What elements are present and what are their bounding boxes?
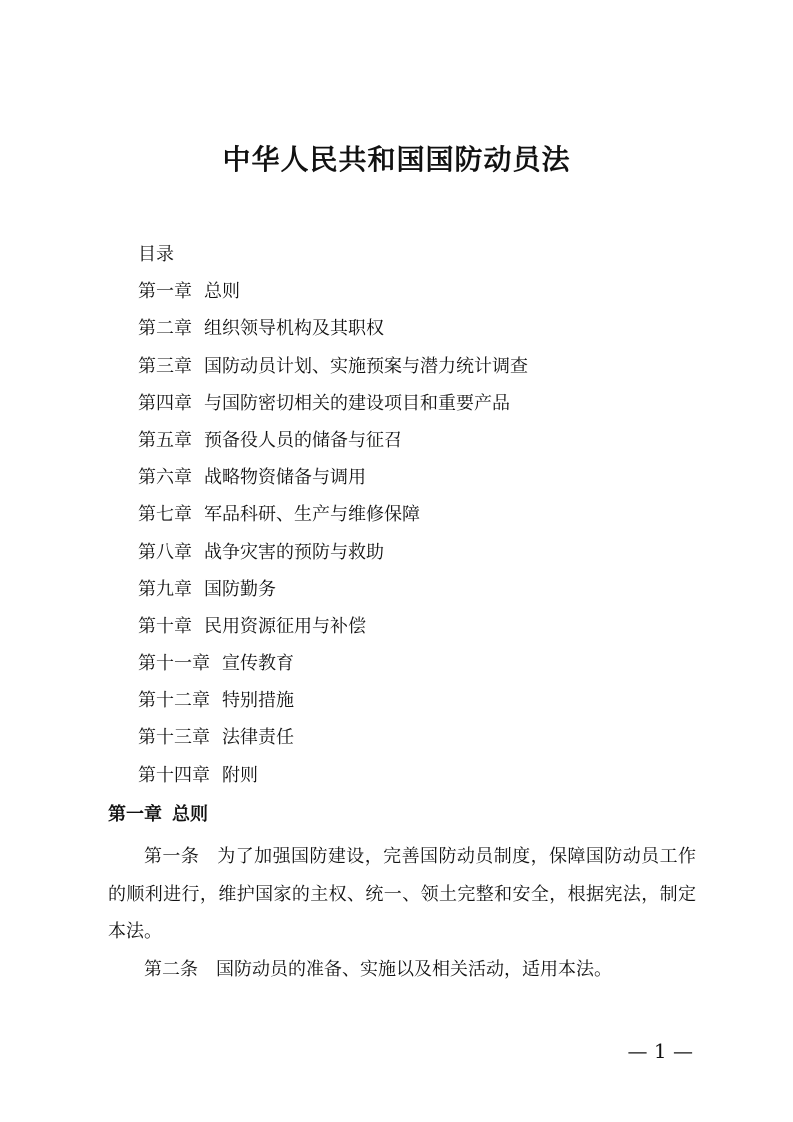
toc-item-title: 国防动员计划、实施预案与潜力统计调查 [204,355,528,377]
chapter-title: 总则 [172,804,208,825]
table-of-contents [138,240,698,798]
toc-item-title: 总则 [204,281,240,303]
toc-item-title: 战争灾害的预防与救助 [204,541,384,563]
toc-item-number: 第十三章 [138,727,210,749]
toc-item [138,723,698,760]
toc-item-number: 第十章 [138,615,192,637]
article [108,838,696,951]
toc-item [138,314,698,351]
toc-item-number: 第七章 [138,504,192,526]
toc-item-title: 与国防密切相关的建设项目和重要产品 [204,392,510,414]
toc-item-number: 第一章 [138,281,192,303]
chapter-number: 第一章 [108,804,162,825]
toc-item [138,612,698,649]
toc-item-title: 战略物资储备与调用 [204,467,366,489]
toc-item-number: 第十二章 [138,690,210,712]
toc-item [138,500,698,537]
article-number: 第二条 [144,958,198,980]
toc-item-title: 宣传教育 [222,653,294,675]
toc-item-number: 第十一章 [138,653,210,675]
toc-item-number: 第四章 [138,392,192,414]
chapter-heading [108,800,208,830]
toc-item-title: 预备役人员的储备与征召 [204,429,402,451]
toc-item [138,575,698,612]
page-number: — 1 — [627,1039,693,1063]
article-text: 为了加强国防建设，完善国防动员制度，保障国防动员工作的顺利进行，维护国家的主权、统一、领土完整和安全，根据宪法，制定本法。 [108,846,697,942]
toc-item [138,389,698,426]
toc-item [138,426,698,463]
toc-item [138,649,698,686]
toc-item [138,538,698,575]
toc-item-number: 第九章 [138,578,192,600]
toc-item-number: 第十四章 [138,764,210,786]
toc-item-title: 特别措施 [222,690,294,712]
toc-item-number: 第三章 [138,355,192,377]
toc-item-title: 军品科研、生产与维修保障 [204,504,420,526]
toc-item-title: 民用资源征用与补偿 [204,615,366,637]
toc-item [138,686,698,723]
toc-item [138,463,698,500]
toc-item [138,761,698,798]
toc-label: 目录 [138,244,174,265]
toc-item-number: 第二章 [138,318,192,340]
toc-item-number: 第五章 [138,429,192,451]
document-title: 中华人民共和国国防动员法 [222,143,571,176]
toc-item-number: 第八章 [138,541,192,563]
toc-item-number: 第六章 [138,467,192,489]
article-number: 第一条 [144,846,200,867]
toc-item-title: 法律责任 [222,727,294,749]
toc-item-title: 国防勤务 [204,578,276,600]
toc-item-title: 组织领导机构及其职权 [204,318,384,340]
article-text: 国防动员的准备、实施以及相关活动，适用本法。 [216,958,612,980]
chapter-body [108,838,696,988]
toc-item [138,277,698,314]
toc-item [138,352,698,389]
toc-item-title: 附则 [222,764,258,786]
article [108,951,696,989]
